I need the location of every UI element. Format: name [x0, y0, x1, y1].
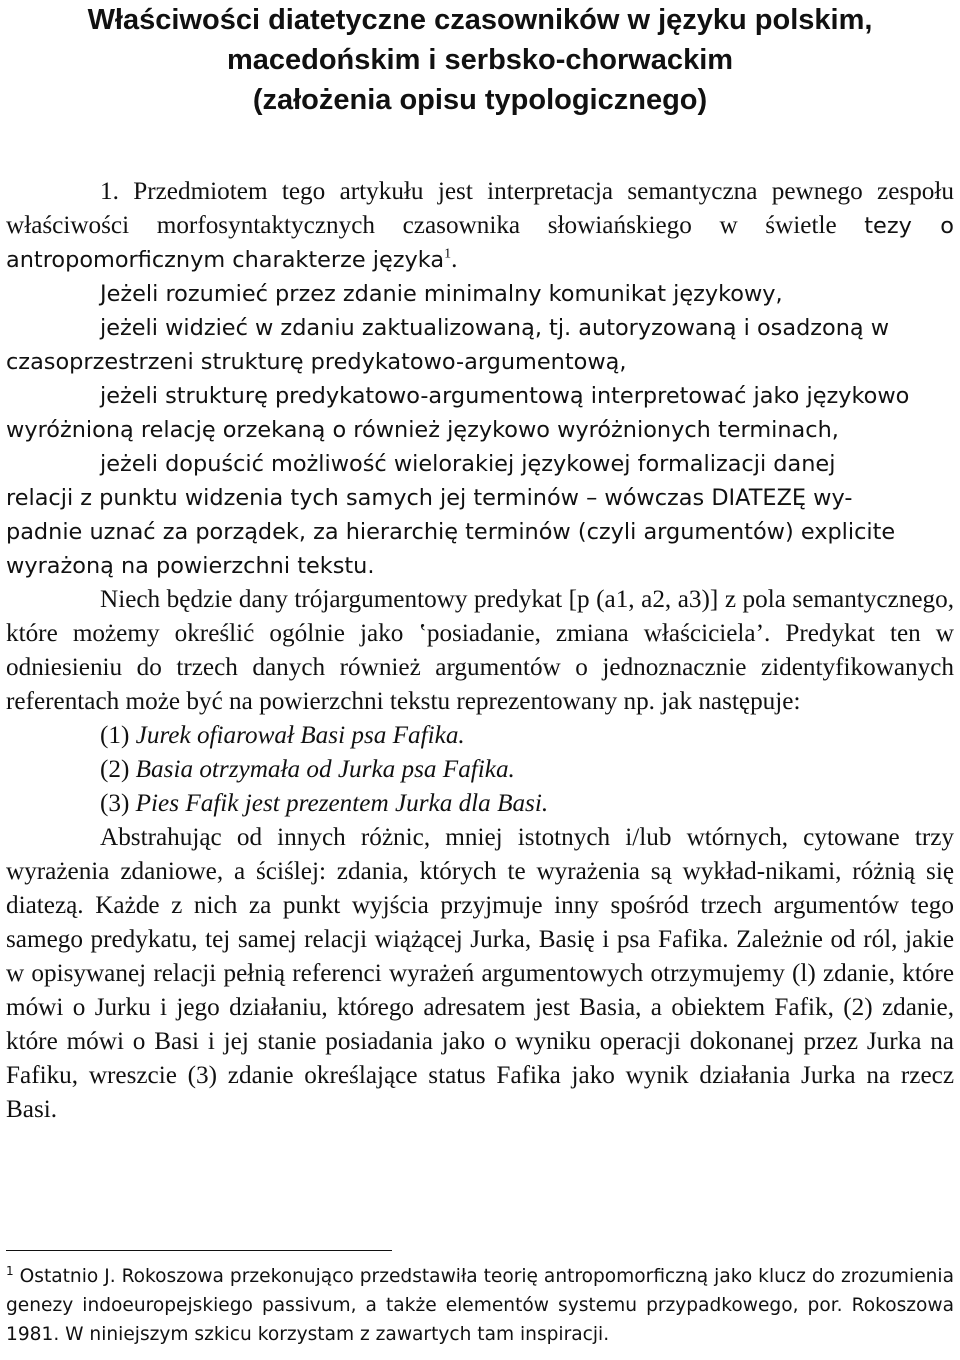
- document-page: [6, 0, 954, 1360]
- article-title: [6, 0, 954, 120]
- condition-3-line-2: wyróżnioną relację orzekaną o również językowo wyróżnionych terminach,: [6, 417, 839, 443]
- footnote-text: Ostatnio J. Rokoszowa przekonująco przedstawiła teorię antropomorficzną jako klucz do zrozumienia genezy indoeuropejskiego passivum, a także elementów systemu przypadkowego, por. Rokoszowa 1981. W niniejszym szkicu korzystam z zawartych tam inspiracji.: [6, 1266, 954, 1345]
- paragraph-diathesis: Abstrahując od innych różnic, mniej istotnych i/lub wtórnych, cytowane trzy wyrażenia zdaniowe, a ściślej: zdania, których te wyrażenia są wykład-nikami, różnią się diatezą. Każde z nich za punkt wyjścia przyjmuje inny spośród trzech argumentów tego samego predykatu, tej samej relacji wiążącej Jurka, Basię i psa Fafika. Zależnie od ról, jakie w opisywanej relacji pełnią referenci wyrażeń argumentowych otrzymujemy (l) zdanie, które mówi o Jurku i jego działaniu, którego adresatem jest Basia, a obiektem Fafik, (2) zdanie, które mówi o Basi i jej stanie posiadania jako o wyniku operacji dokonanej przez Jurka na Fafiku, wreszcie (3) zdanie określające status Fafika jako wynik działania Jurka na rzecz Basi.: [6, 824, 954, 1123]
- intro-serif-text: 1. Przedmiotem tego artykułu jest interpretacja semantyczna pewnego zespołu właściwości morfosyntaktycznych czasownika słowiańskiego w świetle: [6, 178, 954, 239]
- document-content: [6, 0, 954, 1127]
- example-2-number: (2): [100, 756, 130, 783]
- condition-2-line-1: jeżeli widzieć w zdaniu zaktualizowaną, tj. autoryzowaną i osadzoną w: [100, 315, 890, 341]
- conditions-block: [6, 277, 954, 583]
- example-1: [6, 719, 954, 753]
- example-1-number: (1): [100, 722, 130, 749]
- paragraph-intro: [6, 175, 954, 277]
- footnote-separator: [6, 1250, 392, 1251]
- title-line-3: (założenia opisu typologicznego): [252, 84, 708, 116]
- intro-sans-text: tezy o antropomorficznym charakterze języka: [6, 213, 954, 273]
- condition-2-line-2: czasoprzestrzeni strukturę predykatowo-argumentową,: [6, 349, 627, 375]
- example-3-number: (3): [100, 790, 130, 817]
- condition-1: Jeżeli rozumieć przez zdanie minimalny komunikat językowy,: [100, 281, 783, 307]
- example-2-text: Basia otrzymała od Jurka psa Fafika.: [135, 756, 515, 783]
- title-spacer: [6, 120, 954, 172]
- footnote: [6, 1262, 954, 1349]
- title-line-2: macedońskim i serbsko-chorwackim: [226, 44, 734, 76]
- condition-4-line-1: jeżeli dopuścić możliwość wielorakiej językowej formalizacji danej: [100, 451, 836, 477]
- examples-list: [6, 719, 954, 821]
- example-3: [6, 787, 954, 821]
- title-line-1: Właściwości diatetyczne czasowników w języku polskim,: [87, 4, 873, 36]
- example-2: [6, 753, 954, 787]
- footnote-reference[interactable]: 1: [444, 246, 452, 262]
- condition-4-line-4: wyrażoną na powierzchni tekstu.: [6, 553, 375, 579]
- footnote-number: 1: [6, 1263, 14, 1278]
- paragraph-predicate: Niech będzie dany trójargumentowy predykat [p (a1, a2, a3)] z pola semantycznego, które możemy określić ogólnie jako ʽposiadanie, zmiana właściciela’. Predykat ten w odniesieniu do trzech danych również argumentów o jednoznacznie zidentyfikowanych referentach może być na powierzchni tekstu reprezentowany np. jak następuje:: [6, 586, 954, 715]
- condition-3-line-1: jeżeli strukturę predykatowo-argumentową interpretować jako językowo: [100, 383, 910, 409]
- condition-4-line-2: relacji z punktu widzenia tych samych jej terminów – wówczas DIATEZĘ wy-: [6, 485, 853, 511]
- condition-4-line-3: padnie uznać za porządek, za hierarchię terminów (czyli argumentów) explicite: [6, 519, 896, 545]
- example-1-text: Jurek ofiarował Basi psa Fafika.: [135, 722, 465, 749]
- example-3-text: Pies Fafik jest prezentem Jurka dla Basi.: [135, 790, 549, 817]
- intro-end: .: [451, 246, 458, 273]
